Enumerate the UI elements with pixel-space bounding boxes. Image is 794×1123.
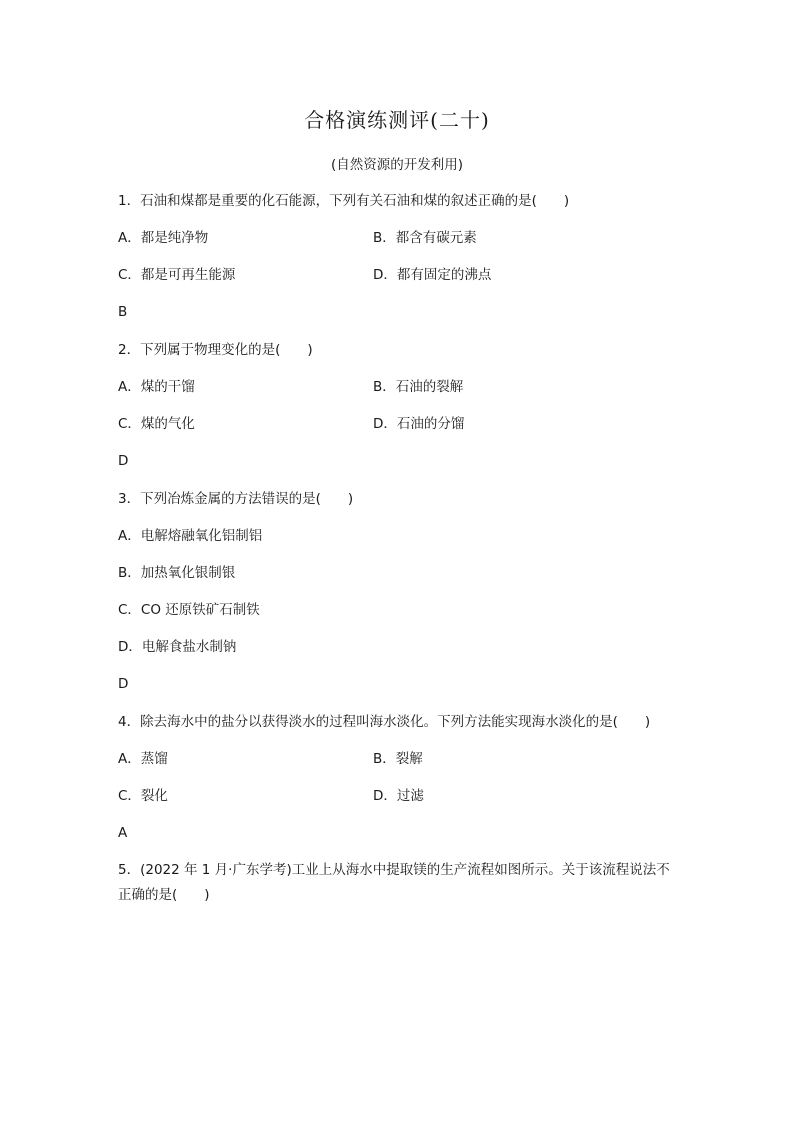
question-4-stem: 4．除去海水中的盐分以获得淡水的过程叫海水淡化。下列方法能实现海水淡化的是( ) bbox=[118, 714, 651, 730]
question-2-option-b: B．石油的裂解 bbox=[373, 379, 464, 395]
question-1-option-a: A．都是纯净物 bbox=[118, 230, 209, 246]
question-3-stem: 3．下列冶炼金属的方法错误的是( ) bbox=[118, 491, 354, 507]
question-4-option-c: C．裂化 bbox=[118, 788, 168, 804]
question-4-answer: A bbox=[118, 825, 128, 841]
question-1-option-d: D．都有固定的沸点 bbox=[373, 267, 492, 283]
question-5-stem: 5．(2022 年 1 月·广东学考)工业上从海水中提取镁的生产流程如图所示。关于该流程说法不正确的是( ) bbox=[118, 862, 670, 903]
question-2-option-c: C．煤的气化 bbox=[118, 416, 195, 432]
question-3-option-c: C．CO 还原铁矿石制铁 bbox=[118, 602, 260, 618]
page-subtitle: (自然资源的开发利用) bbox=[330, 157, 464, 173]
question-3-answer: D bbox=[118, 676, 129, 692]
page-title: 合格演练测评(二十) bbox=[304, 108, 490, 132]
question-2-stem: 2．下列属于物理变化的是( ) bbox=[118, 342, 313, 358]
question-3-option-a: A．电解熔融氧化铝制铝 bbox=[118, 528, 263, 544]
question-2-option-d: D．石油的分馏 bbox=[373, 416, 465, 432]
question-3-option-d: D．电解食盐水制钠 bbox=[118, 639, 237, 655]
question-4-option-b: B．裂解 bbox=[373, 751, 423, 767]
question-1-stem: 1．石油和煤都是重要的化石能源，下列有关石油和煤的叙述正确的是( ) bbox=[118, 193, 570, 209]
question-1-option-c: C．都是可再生能源 bbox=[118, 267, 236, 283]
question-1-answer: B bbox=[118, 304, 128, 320]
question-4-option-a: A．蒸馏 bbox=[118, 751, 168, 767]
question-2-answer: D bbox=[118, 453, 129, 469]
question-2-option-a: A．煤的干馏 bbox=[118, 379, 195, 395]
question-1-option-b: B．都含有碳元素 bbox=[373, 230, 477, 246]
question-3-option-b: B．加热氧化银制银 bbox=[118, 565, 236, 581]
question-4-option-d: D．过滤 bbox=[373, 788, 424, 804]
